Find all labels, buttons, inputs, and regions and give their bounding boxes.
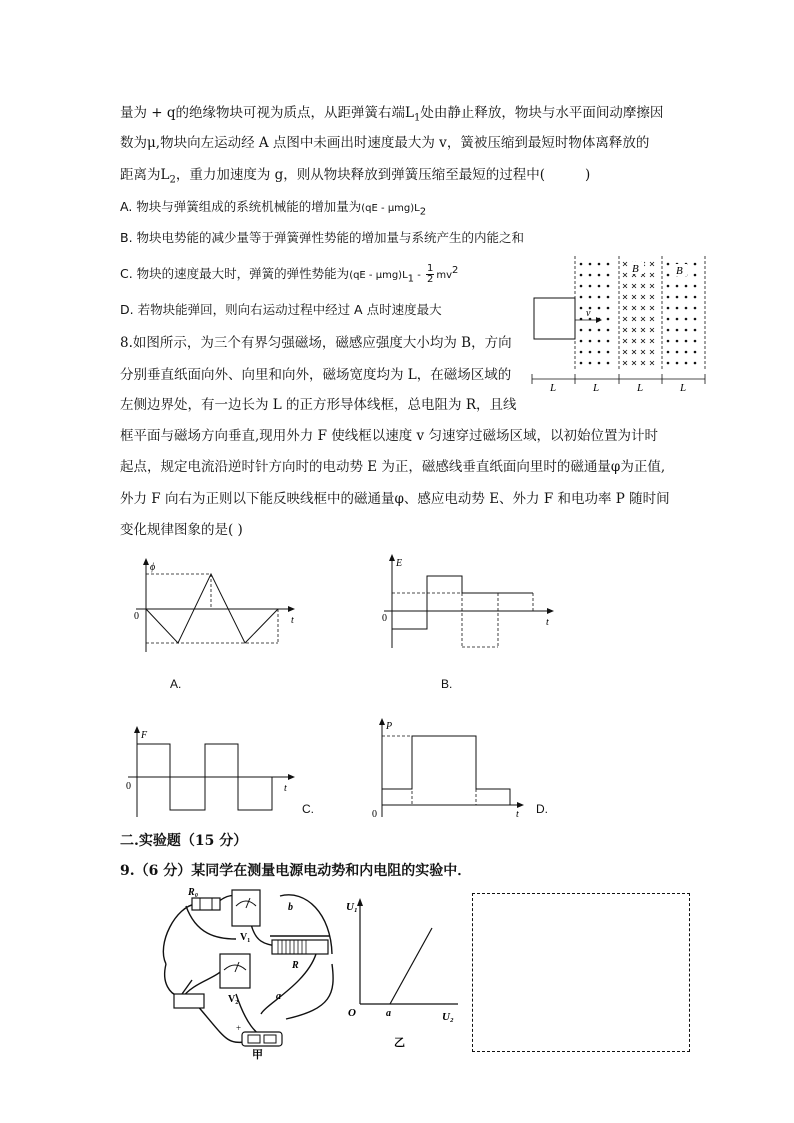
svg-text:O: O <box>348 1007 356 1019</box>
p7-line-1: 量为 + q的绝缘物块可视为质点，从距弹簧右端$L_1$处由静止释放，物块与水平面间动摩擦因 <box>120 105 664 124</box>
svg-text:ϕ: ϕ <box>150 562 156 573</box>
field-label-1: B <box>632 263 639 275</box>
svg-text:0: 0 <box>372 809 377 820</box>
u1-u2-graph <box>346 896 462 1060</box>
p7-line-3: 距离为$L_2$，重力加速度为 g，则从物块释放到弹簧压缩至最短的过程中( ) <box>120 167 591 186</box>
p7-line-2: 数为μ,物块向左运动经 A 点图中未画出时速度最大为 v，簧被压缩到最短时物体离释放的 <box>120 135 650 151</box>
svg-text:+: + <box>236 1023 242 1033</box>
p8-line-2: 分别垂直纸面向外、向里和向外，磁场宽度均为 L，在磁场区域的 <box>120 367 512 383</box>
fraction-half: $\frac{1}{2}$ <box>427 263 434 286</box>
svg-text:a: a <box>276 991 281 1002</box>
field-out-dots <box>580 263 697 365</box>
p7-option-d: D. 若物块能弹回，则向右运动过程中经过 A 点时速度最大 <box>120 302 442 317</box>
svg-text:0: 0 <box>134 611 139 622</box>
width-label-2: L <box>593 382 600 394</box>
width-label-4: L <box>680 382 687 394</box>
svg-text:V₂: V₂ <box>228 994 239 1005</box>
field-label-2: B <box>676 265 683 277</box>
p9-line-1: 9.（6 分）某同学在测量电源电动势和内电阻的实验中． <box>120 863 472 879</box>
p8-line-5: 起点，规定电流沿逆时针方向时的电动势 E 为正，磁感线垂直纸面向里时的磁通量φ为正值, <box>120 459 666 475</box>
p8-line-1: 8.如图所示，为三个有界匀强磁场，磁感应强度大小均为 B，方向 <box>120 335 512 351</box>
svg-text:V₁: V₁ <box>240 932 251 943</box>
p7-option-a: A. 物块与弹簧组成的系统机械能的增加量为$(qE - \mu mg)L_2$ <box>120 199 427 218</box>
svg-text:R₀: R₀ <box>188 887 199 898</box>
svg-text:乙: 乙 <box>394 1037 405 1049</box>
circuit-diagram <box>156 884 350 1060</box>
p7-option-c: C. 物块的速度最大时，弹簧的弹性势能为$(qE - \mu mg)L_1$ - $\frac{1}{2}$ $mv^2$ <box>120 263 459 286</box>
svg-text:t: t <box>291 615 294 626</box>
svg-text:U₂: U₂ <box>442 1011 454 1023</box>
graph-a-flux <box>128 557 298 657</box>
svg-text:t: t <box>284 783 287 794</box>
svg-text:P: P <box>386 721 393 732</box>
graph-b-emf <box>380 553 560 653</box>
switch <box>174 994 204 1008</box>
svg-text:0: 0 <box>126 781 131 792</box>
answer-box[interactable] <box>472 893 690 1052</box>
width-label-1: L <box>550 382 557 394</box>
p7-option-b: B. 物块电势能的减少量等于弹簧弹性势能的增加量与系统产生的内能之和 <box>120 230 525 245</box>
p8-line-4: 框平面与磁场方向垂直,现用外力 F 使线框以速度 v 匀速穿过磁场区域，以初始位置为计时 <box>120 428 658 444</box>
rheostat <box>272 940 328 954</box>
section-heading: 二.实验题（15 分） <box>120 833 248 849</box>
svg-text:甲: 甲 <box>252 1049 263 1060</box>
option-d-label: D. <box>536 802 548 816</box>
svg-text:t: t <box>516 809 519 820</box>
svg-text:R: R <box>292 960 299 971</box>
svg-text:b: b <box>288 902 293 913</box>
graph-c-force <box>120 725 298 820</box>
svg-text:0: 0 <box>382 613 387 624</box>
option-c-label: C. <box>302 802 314 816</box>
option-b-label: B. <box>441 677 453 691</box>
svg-text:E: E <box>396 558 403 569</box>
option-a-label: A. <box>170 677 182 691</box>
width-label-3: L <box>637 382 644 394</box>
graph-d-power <box>370 717 530 823</box>
svg-text:t: t <box>546 617 549 628</box>
p8-line-3: 左侧边界处，有一边长为 L 的正方形导体线框，总电阻为 R，且线 <box>120 397 517 413</box>
resistor-r0 <box>192 898 220 910</box>
p8-line-6: 外力 F 向右为正则以下能反映线框中的磁通量φ、感应电动势 E、外力 F 和电功率 P 随时间 <box>120 491 670 507</box>
svg-text:F: F <box>141 730 148 741</box>
p8-line-7: 变化规律图象的是( ) <box>120 522 243 538</box>
velocity-label: v <box>586 308 591 319</box>
field-in-crosses <box>623 262 654 365</box>
svg-text:a: a <box>386 1008 391 1019</box>
square-coil <box>534 298 575 339</box>
svg-text:U₁: U₁ <box>346 901 358 913</box>
magnetic-field-diagram <box>528 252 714 398</box>
